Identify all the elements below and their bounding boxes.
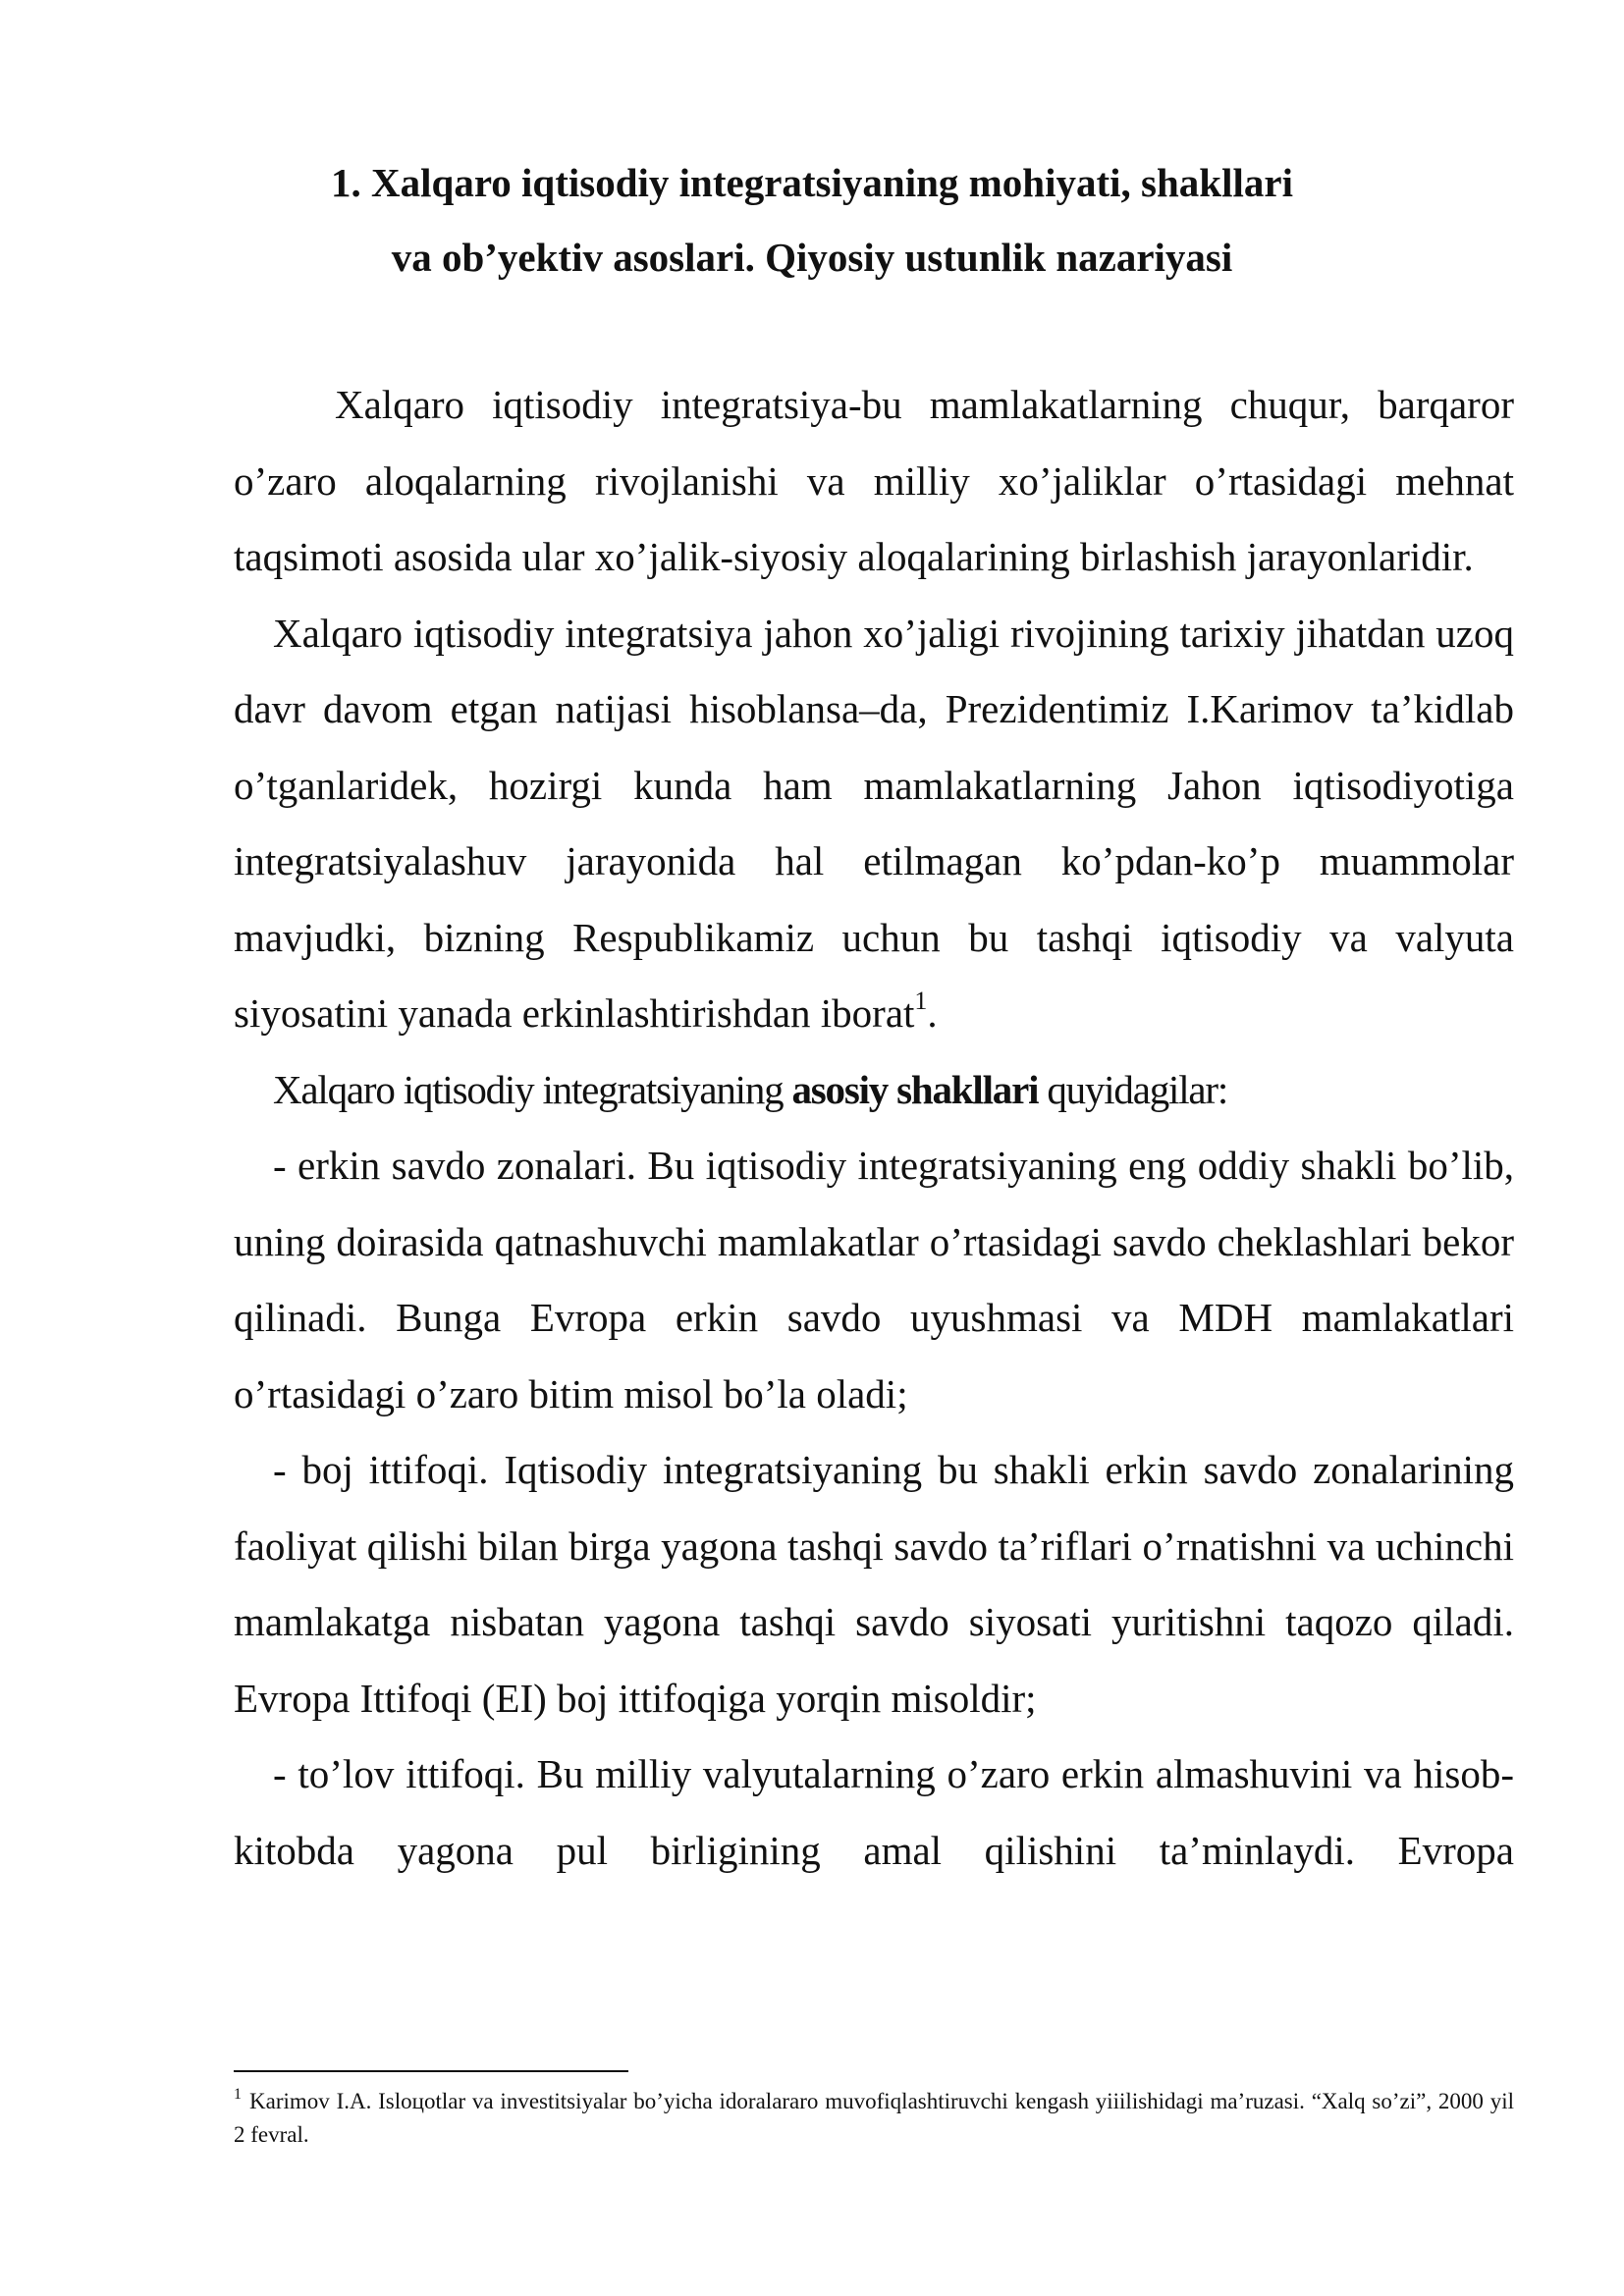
footnote-reference: 1 (914, 987, 928, 1015)
footnote (234, 2085, 1514, 2152)
footnote-separator (234, 2070, 628, 2072)
paragraph-history (234, 596, 1514, 1052)
section-title-line-2: va ob’yektiv asoslari. Qiyosiy ustunlik nazariyasi (391, 235, 1233, 280)
forms-intro-bold: asosiy shakllari (791, 1066, 1039, 1112)
section-title (0, 145, 1624, 294)
footnote-text: Karimov I.A. Isloцotlar va investitsiyalar bo’yicha idoralararo muvofiqlashtiruvchi kengash yiiilishidagi ma’ruzasi. “Xalq so’zi”, 2000 yil 2 fevral. (234, 2089, 1514, 2147)
section-title-line-1: 1. Xalqaro iqtisodiy integratsiyaning mohiyati, shakllari (331, 160, 1293, 205)
forms-intro-start: Xalqaro iqtisodiy integratsiyaning (273, 1066, 792, 1112)
list-item-free-trade-zones: - erkin savdo zonalari. Bu iqtisodiy integratsiyaning eng oddiy shakli bo’lib, uning doirasida qatnashuvchi mamlakatlar o’rtasidagi savdo cheklashlari bekor qilinadi. Bunga Evropa erkin savdo uyushmasi va MDH mamlakatlari o’rtasidagi o’zaro bitim misol bo’la oladi; (234, 1143, 1514, 1416)
paragraph-history-text: Xalqaro iqtisodiy integratsiya jahon xo’jaligi rivojining tarixiy jihatdan uzoq davr davom etgan natijasi hisoblansa–da, Prezidentimiz I.Karimov ta’kidlab o’tganlaridek, hozirgi kunda ham mamlakatlarning Jahon iqtisodiyotiga integratsiyalashuv jarayonida hal etilmagan ko’pdan-ko’p muammolar mavjudki, bizning Respublikamiz uchun bu tashqi iqtisodiy va valyuta siyosatini yanada erkinlashtirishdan iborat (234, 610, 1514, 1036)
paragraph-forms-intro (234, 1052, 1514, 1129)
list-item-payment-union: - to’lov ittifoqi. Bu milliy valyutalarning o’zaro erkin almashuvini va hisob-kitobda yagona pul birligining amal qilishini ta’minlaydi. Evropa (234, 1751, 1514, 1873)
paragraph-definition: Xalqaro iqtisodiy integratsiya-bu mamlakatlarning chuqur, barqaror o’zaro aloqalarning rivojlanishi va milliy xo’jaliklar o’rtasidagi mehnat taqsimoti asosida ular xo’jalik-siyosiy aloqalarining birlashish jarayonlaridir. (234, 382, 1514, 579)
forms-intro-end: quyidagilar: (1038, 1066, 1228, 1112)
paragraph-history-end: . (927, 990, 938, 1036)
body-text (234, 367, 1514, 1889)
list-item-customs-union: - boj ittifoqi. Iqtisodiy integratsiyaning bu shakli erkin savdo zonalarining faoliyat qilishi bilan birga yagona tashqi savdo ta’riflari o’rnatishni va uchinchi mamlakatga nisbatan yagona tashqi savdo siyosati yuritishni taqozo qiladi. Evropa Ittifoqi (EI) boj ittifoqiga yorqin misoldir; (234, 1447, 1514, 1721)
footnote-number: 1 (234, 2086, 242, 2103)
